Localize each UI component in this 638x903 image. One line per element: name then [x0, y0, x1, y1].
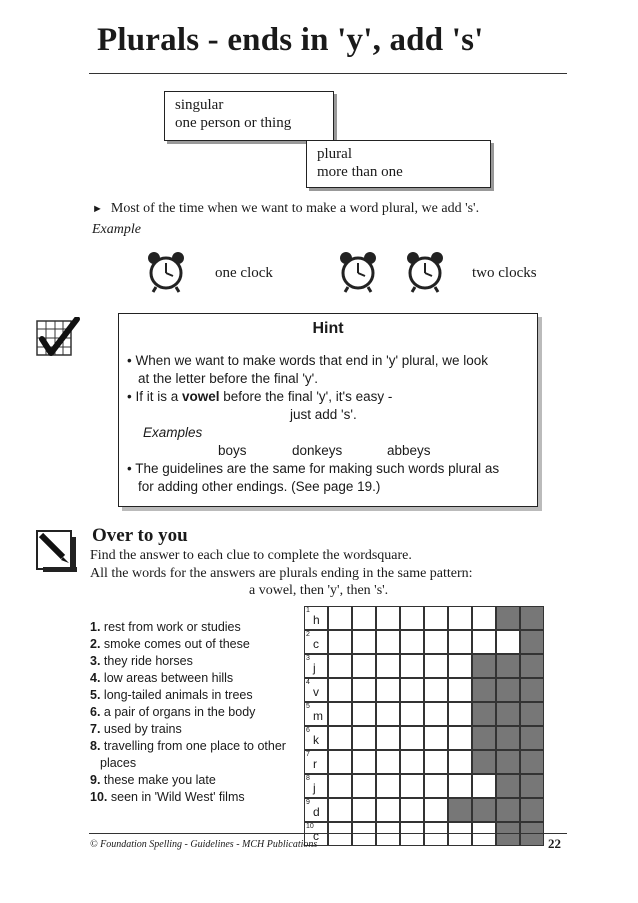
alarm-clock-icon	[336, 249, 380, 293]
grid-cell[interactable]	[328, 630, 352, 654]
grid-start-letter: j	[313, 781, 316, 795]
grid-start-letter: r	[313, 757, 317, 771]
grid-cell-shaded	[472, 726, 496, 750]
grid-clue-number: 5	[306, 703, 310, 710]
grid-cell[interactable]	[352, 606, 376, 630]
over-instruction-1: Find the answer to each clue to complete the wordsquare.	[90, 548, 412, 563]
grid-start-letter: j	[313, 661, 316, 675]
grid-cell[interactable]	[352, 654, 376, 678]
grid-cell-shaded	[472, 798, 496, 822]
grid-cell[interactable]	[424, 798, 448, 822]
hint-line-6: for adding other endings. (See page 19.)	[138, 479, 381, 494]
hint-line-2: at the letter before the final 'y'.	[138, 371, 319, 386]
two-clocks-label: two clocks	[472, 265, 537, 281]
grid-cell-shaded	[496, 606, 520, 630]
grid-cell[interactable]	[448, 822, 472, 846]
grid-cell[interactable]	[328, 798, 352, 822]
arrow-bullet-icon: ►	[92, 203, 103, 215]
grid-cell-shaded	[520, 774, 544, 798]
plural-heading: plural	[317, 146, 352, 162]
one-clock-label: one clock	[215, 265, 273, 281]
hint-example-abbeys: abbeys	[387, 443, 431, 458]
clue-item: 2. smoke comes out of these	[90, 637, 250, 651]
grid-start-letter: v	[313, 685, 319, 699]
grid-cell[interactable]	[424, 654, 448, 678]
grid-cell[interactable]	[304, 606, 328, 630]
grid-cell[interactable]	[352, 822, 376, 846]
grid-start-letter: m	[313, 709, 323, 723]
grid-cell[interactable]	[400, 750, 424, 774]
grid-cell[interactable]	[376, 606, 400, 630]
grid-cell[interactable]	[328, 750, 352, 774]
grid-cell[interactable]	[376, 678, 400, 702]
grid-cell[interactable]	[424, 822, 448, 846]
grid-clue-number: 2	[306, 631, 310, 638]
grid-cell-shaded	[520, 822, 544, 846]
clue-item: 3. they ride horses	[90, 654, 193, 668]
hint-box	[118, 313, 538, 507]
grid-cell-shaded	[520, 654, 544, 678]
clue-item: 9. these make you late	[90, 773, 216, 787]
grid-cell-shaded	[520, 798, 544, 822]
grid-cell-shaded	[496, 798, 520, 822]
hint-vowel-bold: vowel	[182, 389, 220, 404]
plural-definition-box	[306, 140, 491, 188]
grid-clue-number: 6	[306, 727, 310, 734]
grid-cell[interactable]	[304, 750, 328, 774]
grid-cell[interactable]	[448, 606, 472, 630]
hint-line-5: The guidelines are the same for making such words plural as	[135, 461, 500, 476]
grid-cell[interactable]	[352, 678, 376, 702]
grid-cell[interactable]	[304, 774, 328, 798]
grid-cell-shaded	[472, 750, 496, 774]
footer-credit: © Foundation Spelling - Guidelines - MCH Publications	[90, 839, 318, 850]
clue-item-continued: places	[100, 756, 137, 770]
grid-cell[interactable]	[352, 798, 376, 822]
grid-cell[interactable]	[424, 606, 448, 630]
grid-start-letter: c	[313, 829, 319, 843]
grid-start-letter: c	[313, 637, 319, 651]
grid-cell[interactable]	[304, 630, 328, 654]
grid-clue-number: 1	[306, 607, 310, 614]
grid-cell-shaded	[472, 678, 496, 702]
intro-bullet-text: Most of the time when we want to make a word plural, we add 's'.	[110, 201, 480, 216]
grid-cell[interactable]	[328, 702, 352, 726]
alarm-clock-icon	[144, 249, 188, 293]
grid-cell[interactable]	[400, 726, 424, 750]
bullet-icon: •	[127, 461, 136, 476]
grid-cell[interactable]	[304, 678, 328, 702]
hint-line-1: When we want to make words that end in 'y' plural, we look	[135, 353, 489, 368]
hint-examples-label: Examples	[143, 425, 203, 440]
singular-description: one person or thing	[175, 115, 292, 131]
clue-item: 5. long-tailed animals in trees	[90, 688, 253, 702]
grid-cell[interactable]	[376, 654, 400, 678]
hint-bullet-3	[127, 460, 499, 478]
clue-item: 10. seen in 'Wild West' films	[90, 790, 245, 804]
clue-item: 8. travelling from one place to other	[90, 739, 286, 753]
grid-cell-shaded	[496, 822, 520, 846]
grid-cell-shaded	[472, 654, 496, 678]
grid-cell-shaded	[520, 630, 544, 654]
alarm-clock-icon	[403, 249, 447, 293]
grid-cell[interactable]	[328, 822, 352, 846]
grid-cell-shaded	[496, 678, 520, 702]
grid-clue-number: 7	[306, 751, 310, 758]
grid-cell[interactable]	[448, 750, 472, 774]
grid-cell[interactable]	[472, 606, 496, 630]
hint-bullet-1	[127, 352, 488, 370]
grid-cell-shaded	[448, 798, 472, 822]
grid-cell-shaded	[496, 774, 520, 798]
example-label: Example	[92, 222, 141, 237]
grid-cell[interactable]	[304, 726, 328, 750]
hint-line-3c: before the final 'y', it's easy -	[219, 389, 393, 404]
grid-cell[interactable]	[328, 774, 352, 798]
hint-bullet-2	[127, 388, 392, 406]
clue-item: 6. a pair of organs in the body	[90, 705, 256, 719]
grid-cell[interactable]	[424, 726, 448, 750]
grid-cell[interactable]	[304, 654, 328, 678]
grid-cell[interactable]	[472, 822, 496, 846]
grid-cell[interactable]	[448, 726, 472, 750]
pencil-notebook-icon	[33, 527, 81, 575]
grid-cell-shaded	[496, 750, 520, 774]
grid-cell[interactable]	[496, 630, 520, 654]
grid-cell-shaded	[472, 702, 496, 726]
over-to-you-title: Over to you	[92, 525, 188, 546]
intro-bullet	[92, 201, 479, 217]
hint-example-donkeys: donkeys	[292, 443, 343, 458]
grid-cell[interactable]	[448, 702, 472, 726]
grid-start-letter: k	[313, 733, 319, 747]
grid-cell-shaded	[520, 750, 544, 774]
title-divider	[89, 73, 567, 74]
grid-cell-shaded	[520, 726, 544, 750]
grid-cell-shaded	[496, 654, 520, 678]
grid-cell[interactable]	[352, 774, 376, 798]
page-number: 22	[548, 836, 561, 851]
grid-cell[interactable]	[376, 750, 400, 774]
grid-cell[interactable]	[424, 750, 448, 774]
grid-cell[interactable]	[352, 630, 376, 654]
grid-cell[interactable]	[376, 798, 400, 822]
grid-cell[interactable]	[352, 750, 376, 774]
grid-clue-number: 3	[306, 655, 310, 662]
grid-cell-shaded	[520, 606, 544, 630]
grid-cell[interactable]	[400, 798, 424, 822]
grid-cell[interactable]	[376, 702, 400, 726]
grid-clue-number: 8	[306, 775, 310, 782]
grid-cell[interactable]	[328, 606, 352, 630]
grid-cell[interactable]	[376, 726, 400, 750]
grid-cell[interactable]	[400, 822, 424, 846]
plural-description: more than one	[317, 164, 403, 180]
grid-cell-shaded	[496, 726, 520, 750]
clue-item: 4. low areas between hills	[90, 671, 234, 685]
grid-cell[interactable]	[328, 654, 352, 678]
clue-item: 1. rest from work or studies	[90, 620, 241, 634]
grid-cell-shaded	[496, 702, 520, 726]
grid-cell[interactable]	[472, 774, 496, 798]
grid-cell[interactable]	[328, 678, 352, 702]
grid-start-letter: d	[313, 805, 320, 819]
hint-example-boys: boys	[218, 443, 247, 458]
grid-cell-shaded	[520, 702, 544, 726]
grid-cell[interactable]	[400, 654, 424, 678]
hint-line-4: just add 's'.	[290, 407, 357, 422]
grid-cell[interactable]	[400, 774, 424, 798]
grid-cell[interactable]	[448, 654, 472, 678]
grid-cell[interactable]	[424, 702, 448, 726]
grid-cell[interactable]	[400, 630, 424, 654]
grid-cell[interactable]	[376, 774, 400, 798]
grid-cell[interactable]	[400, 702, 424, 726]
grid-cell[interactable]	[424, 630, 448, 654]
singular-heading: singular	[175, 97, 224, 113]
grid-cell[interactable]	[472, 630, 496, 654]
bullet-icon: •	[127, 353, 136, 368]
bullet-icon: •	[127, 389, 136, 404]
hint-title: Hint	[312, 320, 344, 337]
grid-clue-number: 10	[306, 823, 314, 830]
singular-definition-box	[164, 91, 334, 141]
footer-divider	[89, 833, 567, 834]
grid-cell[interactable]	[424, 678, 448, 702]
grid-cell[interactable]	[328, 726, 352, 750]
grid-clue-number: 4	[306, 679, 310, 686]
grid-cell[interactable]	[448, 678, 472, 702]
grid-cell[interactable]	[352, 726, 376, 750]
grid-cell-shaded	[520, 678, 544, 702]
grid-cell[interactable]	[400, 678, 424, 702]
grid-cell[interactable]	[448, 630, 472, 654]
hint-line-3a: If it is a	[135, 389, 182, 404]
grid-cell[interactable]	[376, 630, 400, 654]
clue-item: 7. used by trains	[90, 722, 182, 736]
grid-cell[interactable]	[304, 702, 328, 726]
grid-cell[interactable]	[304, 798, 328, 822]
checklist-grid-icon	[35, 317, 83, 359]
page-title: Plurals - ends in 'y', add 's'	[97, 22, 484, 58]
grid-start-letter: h	[313, 613, 320, 627]
grid-cell[interactable]	[448, 774, 472, 798]
grid-cell[interactable]	[400, 606, 424, 630]
grid-cell[interactable]	[352, 702, 376, 726]
over-instruction-2: All the words for the answers are plurals ending in the same pattern:	[90, 566, 473, 581]
over-instruction-3: a vowel, then 'y', then 's'.	[249, 583, 389, 598]
grid-clue-number: 9	[306, 799, 310, 806]
grid-cell[interactable]	[424, 774, 448, 798]
grid-cell[interactable]	[376, 822, 400, 846]
